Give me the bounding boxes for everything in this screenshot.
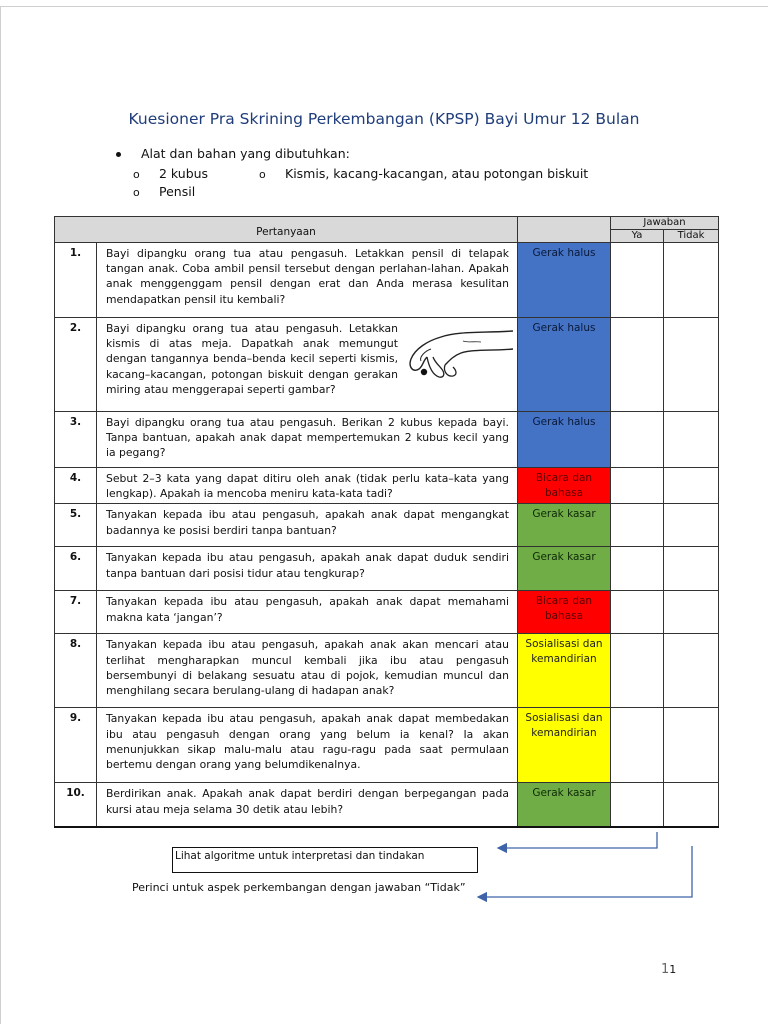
row-aspect: Gerak kasar	[518, 504, 611, 547]
header-answer: Jawaban	[611, 217, 719, 230]
tools-item-kubus: 2 kubus	[159, 166, 209, 181]
row-number: 4.	[55, 468, 97, 504]
document-title: Kuesioner Pra Skrining Perkembangan (KPSP) Bayi Umur 12 Bulan	[128, 110, 640, 128]
sub-bullet-icon: o	[259, 168, 266, 181]
row-aspect: Bicara dan bahasa	[518, 591, 611, 634]
row-aspect: Sosialisasi dan kemandirian	[518, 708, 611, 783]
row-question: Tanyakan kepada ibu atau pengasuh, apakah anak dapat membedakan ibu atau pengasuh dengan orang yang belum ia kenal? Ia akan menunjukkan sikap malu-malu atau ragu-ragu pada saat permulaan bertemu dengan orang yang belumdikenalnya.	[97, 708, 518, 783]
page-number-gray: 1	[661, 962, 670, 977]
rinci-note: Perinci untuk aspek perkembangan dengan jawaban “Tidak”	[132, 881, 466, 893]
row-number: 3.	[55, 412, 97, 468]
header-no: Tidak	[664, 230, 719, 243]
row-aspect: Gerak kasar	[518, 547, 611, 591]
row-question: Sebut 2–3 kata yang dapat ditiru oleh anak (tidak perlu kata–kata yang lengkap). Apakah ia mencoba meniru kata-kata tadi?	[97, 468, 518, 504]
row-question: Tanyakan kepada ibu atau pengasuh, apakah anak dapat duduk sendiri tanpa bantuan dari posisi tidur atau tengkurap?	[97, 547, 518, 591]
row-number: 6.	[55, 547, 97, 591]
row-question: Bayi dipangku orang tua atau pengasuh. Letakkan pensil di telapak tangan anak. Coba ambil pensil tersebut dengan perlahan-lahan. Apakah anak menggenggam pensil dengan erat dan Anda merasa kesulitan mendapatkan pensil itu kembali?	[97, 243, 518, 318]
row-aspect: Gerak halus	[518, 318, 611, 412]
row-number: 1.	[55, 243, 97, 318]
arrow-to-rinci-icon	[478, 846, 692, 897]
row-number: 10.	[55, 783, 97, 827]
tools-item-kismis: Kismis, kacang-kacangan, atau potongan biskuit	[285, 166, 589, 181]
row-aspect: Bicara dan bahasa	[518, 468, 611, 504]
page-number	[661, 962, 676, 977]
row-number: 9.	[55, 708, 97, 783]
algorithm-note-box: Lihat algoritme untuk interpretasi dan tindakan	[172, 847, 478, 873]
row-number: 7.	[55, 591, 97, 634]
tools-item-pensil: Pensil	[159, 184, 196, 199]
row-question: Berdirikan anak. Apakah anak dapat berdiri dengan berpegangan pada kursi atau meja selama 30 detik atau lebih?	[97, 783, 518, 827]
page-number-dark: 1	[669, 963, 677, 976]
sub-bullet-icon: o	[133, 186, 140, 199]
row-question: Bayi dipangku orang tua atau pengasuh. Letakkan kismis di atas meja. Dapatkah anak memungut dengan tangannya benda–benda kecil seperti kismis, kacang–kacangan, potongan biskuit dengan gerakan miring atau menggerapai seperti gambar?	[106, 322, 398, 396]
row-aspect: Gerak halus	[518, 412, 611, 468]
tools-heading: Alat dan bahan yang dibutuhkan:	[141, 146, 350, 161]
row-aspect: Sosialisasi dan kemandirian	[518, 634, 611, 708]
row-aspect: Gerak kasar	[518, 783, 611, 827]
row-aspect: Gerak halus	[518, 243, 611, 318]
row-question: Tanyakan kepada ibu atau pengasuh, apakah anak akan mencari atau terlihat mengharapkan muncul kembali jika ibu atau pengasuh bersembunyi di belakang sesuatu atau di pojok, kemudian muncul dan menghilang secara berulang-ulang di hadapan anak?	[97, 634, 518, 708]
row-number: 8.	[55, 634, 97, 708]
arrow-to-algorithm-icon	[498, 832, 657, 848]
header-question: Pertanyaan	[55, 217, 518, 243]
row-question: Tanyakan kepada ibu atau pengasuh, apakah anak dapat memahami makna kata ‘jangan’?	[97, 591, 518, 634]
row-number: 5.	[55, 504, 97, 547]
sub-bullet-icon: o	[133, 168, 140, 181]
row-question: Tanyakan kepada ibu atau pengasuh, apakah anak dapat mengangkat badannya ke posisi berdiri tanpa bantuan?	[97, 504, 518, 547]
row-number: 2.	[55, 318, 97, 412]
header-yes: Ya	[611, 230, 664, 243]
row-question: Bayi dipangku orang tua atau pengasuh. Berikan 2 kubus kepada bayi. Tanpa bantuan, apakah anak dapat mempertemukan 2 kubus kecil yang ia pegang?	[97, 412, 518, 468]
